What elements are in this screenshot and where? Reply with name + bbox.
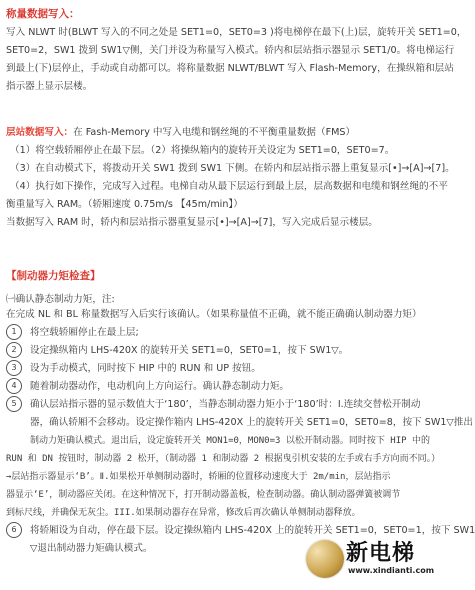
item-text: 将空载轿厢停止在最上层; — [30, 327, 139, 338]
text-line: 衡重量写入 RAM。（轿厢速度 0.75m/s 【45m/min】） — [6, 199, 243, 210]
text-line: 当数据写入 RAM 时，轿内和层站指示器重复显示[•]→[A]→[7]，写入完成后显示楼层。 — [6, 217, 378, 228]
section-heading-floor-data — [6, 124, 355, 142]
list-item — [6, 396, 421, 414]
text-line: （3）在自动模式下，将拨动开关 SW1 拨到 SW1 下侧。在轿内和层站指示器上重复显示[•]→[A]→[7]。 — [10, 163, 455, 174]
section-subtitle-brake-static: ㈠确认静态制动力矩，注: — [6, 294, 115, 305]
list-item — [6, 360, 416, 378]
list-item — [6, 342, 416, 360]
list-item — [6, 324, 416, 342]
text-line: 器显示‘E’，制动器应关闭。在这种情况下，打开制动器盖板，检查制动器。确认制动器弹簧被调节 — [6, 490, 401, 500]
item-number: 3 — [6, 360, 22, 376]
text-line: 在完成 NL 和 BL 称量数据写入后实行该确认。（如果称量值不正确，就不能正确确认制动器力矩） — [6, 309, 422, 320]
text-line: 写入 NLWT 时(BLWT 写入的不同之处是 SET1=0，SET0=3 )将电梯停在最下(上)层，旋转开关 SET1=0， — [6, 27, 467, 38]
item-number: 5 — [6, 396, 22, 412]
section-title-floor-data: 层站数据写入： — [6, 127, 74, 138]
text-line: 指示器上显示层楼。 — [6, 81, 93, 92]
text-line: 到最上(下)层停止，手动或自动都可以。将称量数据 NLWT/BLWT 写入 Flash-Memory，在操纵箱和层站 — [6, 63, 454, 74]
watermark-url: www.xindianti.com — [348, 566, 435, 575]
text-line: RUN 和 DN 按钮时，制动器 2 松开，（制动器 1 和制动器 2 根据曳引机安装的左手或右手方向而不同。） — [6, 454, 441, 464]
text-line: （4）执行如下操作，完成写入过程。电梯自动从最下层运行到最上层，层高数据和电缆和钢丝绳的不平 — [10, 181, 448, 192]
item-text: 随着制动器动作，电动机向上方向运行。确认静态制动力矩。 — [30, 381, 290, 392]
item-text: 将轿厢设为自动，停在最下层。设定操纵箱内 LHS-420X 上的旋转开关 SET1=0，SET0=1，按下 SW1 — [30, 525, 475, 536]
text-line: 器，确认轿厢不会移动。设定操作箱内 LHS-420X 上的旋转开关 SET1=0，SET0=8，按下 SW1▽推出 — [30, 417, 473, 428]
text-line: ▽退出制动器力矩确认模式。 — [30, 543, 153, 554]
section-body-floor-data — [6, 142, 455, 232]
section-body-weight-data — [6, 24, 467, 96]
text-line: 到标尺线，并确保无灰尘。III.如果制动器存在异常，修改后再次确认单侧制动器释放。 — [6, 508, 361, 518]
section-title-weight-data: 称量数据写入： — [6, 8, 80, 20]
text-line: →层站指示器显示‘B’。Ⅱ.如果松开单侧制动器时，轿厢的位置移动速度大于 2m/min，层站指示 — [6, 472, 391, 482]
item-number: 2 — [6, 342, 22, 358]
section-title-brake-check: 【制动器力矩检查】 — [6, 270, 101, 282]
list-item — [6, 378, 416, 396]
section-title-floor-data-desc: 在 Fash-Memory 中写入电缆和钢丝绳的不平衡重量数据（FMS） — [73, 127, 356, 138]
section-body-brake-check — [6, 306, 475, 558]
item-number: 6 — [6, 522, 22, 538]
item-text: 确认层站指示器的显示数值大于‘180’，当静态制动器力矩小于‘180’时：Ⅰ.连续交替松开制动 — [30, 399, 421, 410]
text-line: （1）将空载轿厢停止在最下层。（2）将操纵箱内的旋转开关设定为 SET1=0，SET0=7。 — [10, 145, 395, 156]
logo-emblem-icon — [306, 540, 344, 578]
item-text: 设为手动模式，同时按下 HIP 中的 RUN 和 UP 按钮。 — [30, 363, 261, 374]
text-line: SET0=2，SW1 拨到 SW1▽侧，关门并设为称量写入模式。轿内和层站指示器显示 SET1/0。将电梯运行 — [6, 45, 455, 56]
watermark-logo — [306, 536, 435, 584]
item-number: 1 — [6, 324, 22, 340]
watermark-text: 新电梯 — [346, 541, 416, 566]
item-text: 设定操纵箱内 LHS-420X 的旋转开关 SET1=0，SET0=1，按下 SW1▽。 — [30, 345, 349, 356]
text-line: 制动力矩确认模式。退出后，设定旋转开关 MON1=0，MON0=3 以松开制动器。同时按下 HIP 中的 — [30, 436, 430, 446]
item-number: 4 — [6, 378, 22, 394]
